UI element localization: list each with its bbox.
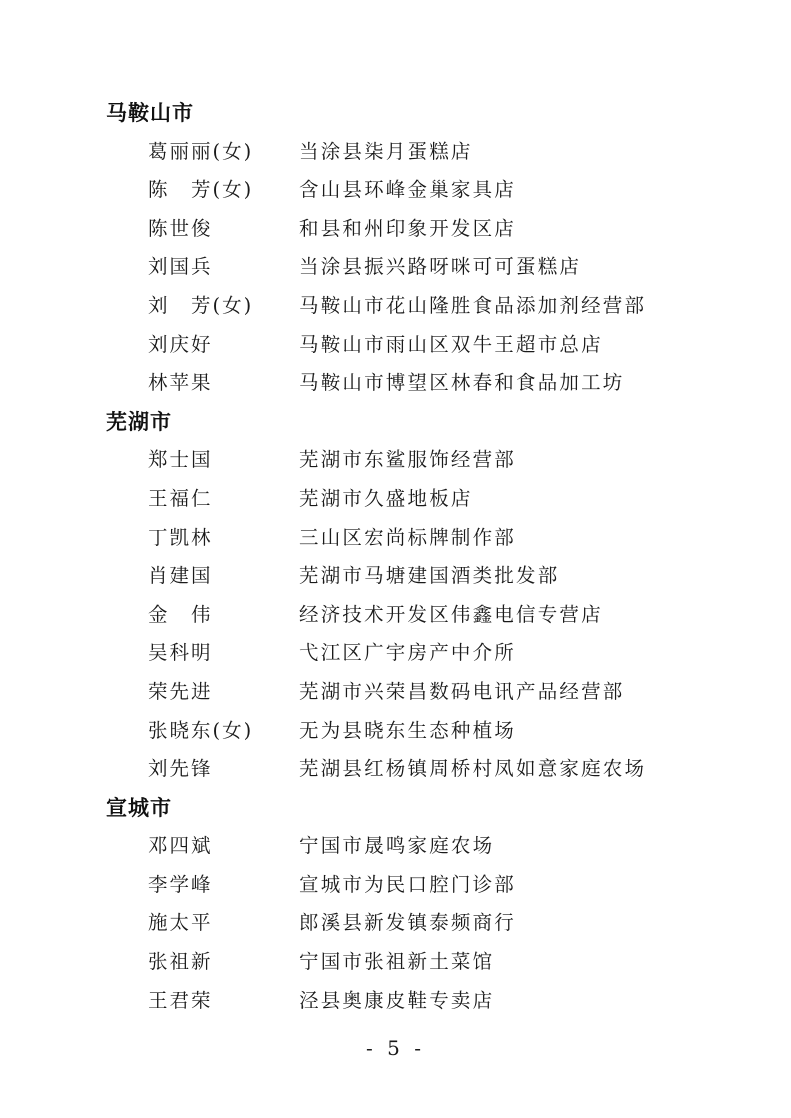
person-name: 金 伟 bbox=[148, 602, 213, 626]
business-name: 三山区宏尚标牌制作部 bbox=[299, 525, 517, 549]
business-name: 无为县晓东生态种植场 bbox=[299, 718, 517, 742]
person-name: 李学峰 bbox=[148, 872, 213, 896]
business-name: 宁国市晟鸣家庭农场 bbox=[299, 834, 495, 858]
person-name: 陈世俊 bbox=[148, 216, 213, 240]
person-name: 陈 芳(女) bbox=[148, 178, 254, 202]
list-item bbox=[106, 287, 746, 326]
person-name: 王君荣 bbox=[148, 988, 213, 1012]
person-name: 丁凯林 bbox=[148, 525, 213, 549]
section-title: 马鞍山市 bbox=[106, 101, 194, 125]
business-name: 当涂县柒月蛋糕店 bbox=[299, 139, 473, 163]
award-list bbox=[106, 94, 746, 1020]
person-name: 张祖新 bbox=[148, 950, 213, 974]
person-name: 葛丽丽(女) bbox=[148, 139, 254, 163]
person-name: 肖建国 bbox=[148, 564, 213, 588]
person-name: 王福仁 bbox=[148, 486, 213, 510]
business-name: 马鞍山市雨山区双牛王超市总店 bbox=[299, 332, 603, 356]
page-number: - 5 - bbox=[366, 1036, 425, 1060]
list-item bbox=[106, 943, 746, 982]
person-name: 刘 芳(女) bbox=[148, 293, 254, 317]
person-name: 荣先进 bbox=[148, 679, 213, 703]
list-item bbox=[106, 326, 746, 365]
business-name: 芜湖县红杨镇周桥村凤如意家庭农场 bbox=[299, 757, 647, 781]
list-item bbox=[106, 364, 746, 403]
business-name: 弋江区广宇房产中介所 bbox=[299, 641, 517, 665]
person-name: 林苹果 bbox=[148, 371, 213, 395]
section-title: 宣城市 bbox=[106, 795, 172, 820]
list-item bbox=[106, 866, 746, 905]
list-item bbox=[106, 133, 746, 172]
list-item bbox=[106, 480, 746, 519]
list-item bbox=[106, 519, 746, 558]
business-name: 芜湖市兴荣昌数码电讯产品经营部 bbox=[299, 679, 625, 703]
list-item bbox=[106, 171, 746, 210]
business-name: 和县和州印象开发区店 bbox=[299, 216, 517, 240]
business-name: 马鞍山市博望区林春和食品加工坊 bbox=[299, 371, 625, 395]
list-item bbox=[106, 596, 746, 635]
list-item bbox=[106, 673, 746, 712]
person-name: 郑士国 bbox=[148, 448, 213, 472]
person-name: 刘国兵 bbox=[148, 255, 213, 279]
person-name: 张晓东(女) bbox=[148, 718, 254, 742]
business-name: 宁国市张祖新土菜馆 bbox=[299, 950, 495, 974]
business-name: 马鞍山市花山隆胜食品添加剂经营部 bbox=[299, 293, 647, 317]
list-item bbox=[106, 441, 746, 480]
business-name: 芜湖市马塘建国酒类批发部 bbox=[299, 564, 560, 588]
section-title: 芜湖市 bbox=[106, 409, 172, 434]
list-item bbox=[106, 904, 746, 943]
list-item bbox=[106, 634, 746, 673]
person-name: 邓四斌 bbox=[148, 834, 213, 858]
person-name: 吴科明 bbox=[148, 641, 213, 665]
person-name: 施太平 bbox=[148, 911, 213, 935]
list-item bbox=[106, 750, 746, 789]
list-item bbox=[106, 248, 746, 287]
business-name: 芜湖市久盛地板店 bbox=[299, 486, 473, 510]
list-item bbox=[106, 827, 746, 866]
business-name: 泾县奥康皮鞋专卖店 bbox=[299, 988, 495, 1012]
business-name: 含山县环峰金巢家具店 bbox=[299, 178, 517, 202]
business-name: 当涂县振兴路呀咪可可蛋糕店 bbox=[299, 255, 582, 279]
person-name: 刘先锋 bbox=[148, 757, 213, 781]
business-name: 经济技术开发区伟鑫电信专营店 bbox=[299, 602, 603, 626]
person-name: 刘庆好 bbox=[148, 332, 213, 356]
list-item bbox=[106, 210, 746, 249]
list-item bbox=[106, 982, 746, 1021]
list-item bbox=[106, 557, 746, 596]
business-name: 宣城市为民口腔门诊部 bbox=[299, 872, 517, 896]
list-item bbox=[106, 712, 746, 751]
business-name: 郎溪县新发镇泰频商行 bbox=[299, 911, 517, 935]
business-name: 芜湖市东鲨服饰经营部 bbox=[299, 448, 517, 472]
